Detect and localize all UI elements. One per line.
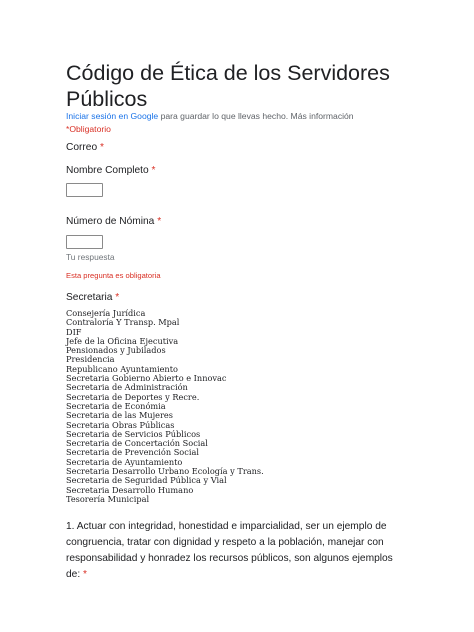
nomina-error: Esta pregunta es obligatoria: [66, 271, 161, 280]
question-1-text: 1. Actuar con integridad, honestidad e imparcialidad, ser un ejemplo de congruencia, tratar con dignidad y respeto a la población, manejar con responsabilidad y honradez los recursos públicos, son algunos ejemplos de:: [66, 521, 393, 580]
secretaria-option[interactable]: Secretaria de Prevención Social: [66, 447, 199, 458]
secretaria-option[interactable]: Secretaria de las Mujeres: [66, 410, 173, 421]
secretaria-option[interactable]: DIF: [66, 326, 82, 337]
required-star: *: [99, 142, 104, 153]
nombre-label: [66, 165, 155, 176]
secretaria-option[interactable]: Consejería Jurídica: [66, 308, 146, 318]
secretaria-label-text: Secretaria: [66, 292, 113, 303]
secretaria-option[interactable]: Secretaria de Ayuntamiento: [66, 456, 183, 467]
signin-link[interactable]: Iniciar sesión en Google: [66, 111, 159, 121]
secretaria-option[interactable]: Secretaria de Administración: [66, 382, 188, 393]
nomina-label-text: Número de Nómina: [66, 216, 155, 227]
nomina-input[interactable]: [66, 235, 103, 249]
secretaria-option[interactable]: Secretaria Desarrollo Urbano Ecología y Trans.: [66, 466, 264, 477]
nomina-label: [66, 216, 161, 227]
secretaria-option[interactable]: Contraloría Y Transp. Mpal: [66, 317, 180, 328]
required-note: *Obligatorio: [66, 124, 111, 134]
question-1: [66, 519, 406, 583]
nombre-input[interactable]: [66, 183, 103, 197]
signin-line: [66, 111, 354, 121]
secretaria-option[interactable]: Secretaria Desarrollo Humano: [66, 484, 194, 495]
secretaria-options: [66, 309, 264, 504]
secretaria-option[interactable]: Tesorería Municipal: [66, 493, 150, 504]
form-title: Código de Ética de los Servidores Públicos: [66, 61, 390, 111]
secretaria-option[interactable]: Jefe de la Oficina Ejecutiva: [66, 335, 179, 346]
nomina-hint: Tu respuesta: [66, 252, 115, 262]
secretaria-option[interactable]: Secretaria Gobierno Abierto e Innovac: [66, 373, 227, 384]
secretaria-option[interactable]: Republicano Ayuntamiento: [66, 363, 178, 374]
nombre-label-text: Nombre Completo: [66, 165, 149, 176]
secretaria-option[interactable]: Secretaria de Servicios Públicos: [66, 428, 201, 439]
correo-label-text: Correo: [66, 142, 98, 153]
required-star: *: [157, 216, 162, 227]
required-star: *: [83, 569, 87, 580]
correo-label: [66, 142, 104, 153]
required-star: *: [115, 292, 120, 303]
secretaria-option[interactable]: Presidencia: [66, 354, 115, 365]
signin-text: para guardar lo que llevas hecho. Más información: [158, 111, 354, 121]
secretaria-option[interactable]: Secretaria de Deportes y Recre.: [66, 391, 200, 402]
secretaria-option[interactable]: Secretaria de Seguridad Pública y Vial: [66, 475, 227, 486]
secretaria-option[interactable]: Pensionados y Jubilados: [66, 345, 166, 356]
secretaria-option[interactable]: Secretaria de Concertación Social: [66, 438, 208, 449]
secretaria-label: [66, 292, 119, 303]
secretaria-option[interactable]: Secretaria Obras Públicas: [66, 419, 175, 430]
required-star: *: [151, 165, 156, 176]
secretaria-option[interactable]: Secretaria de Económia: [66, 400, 166, 411]
